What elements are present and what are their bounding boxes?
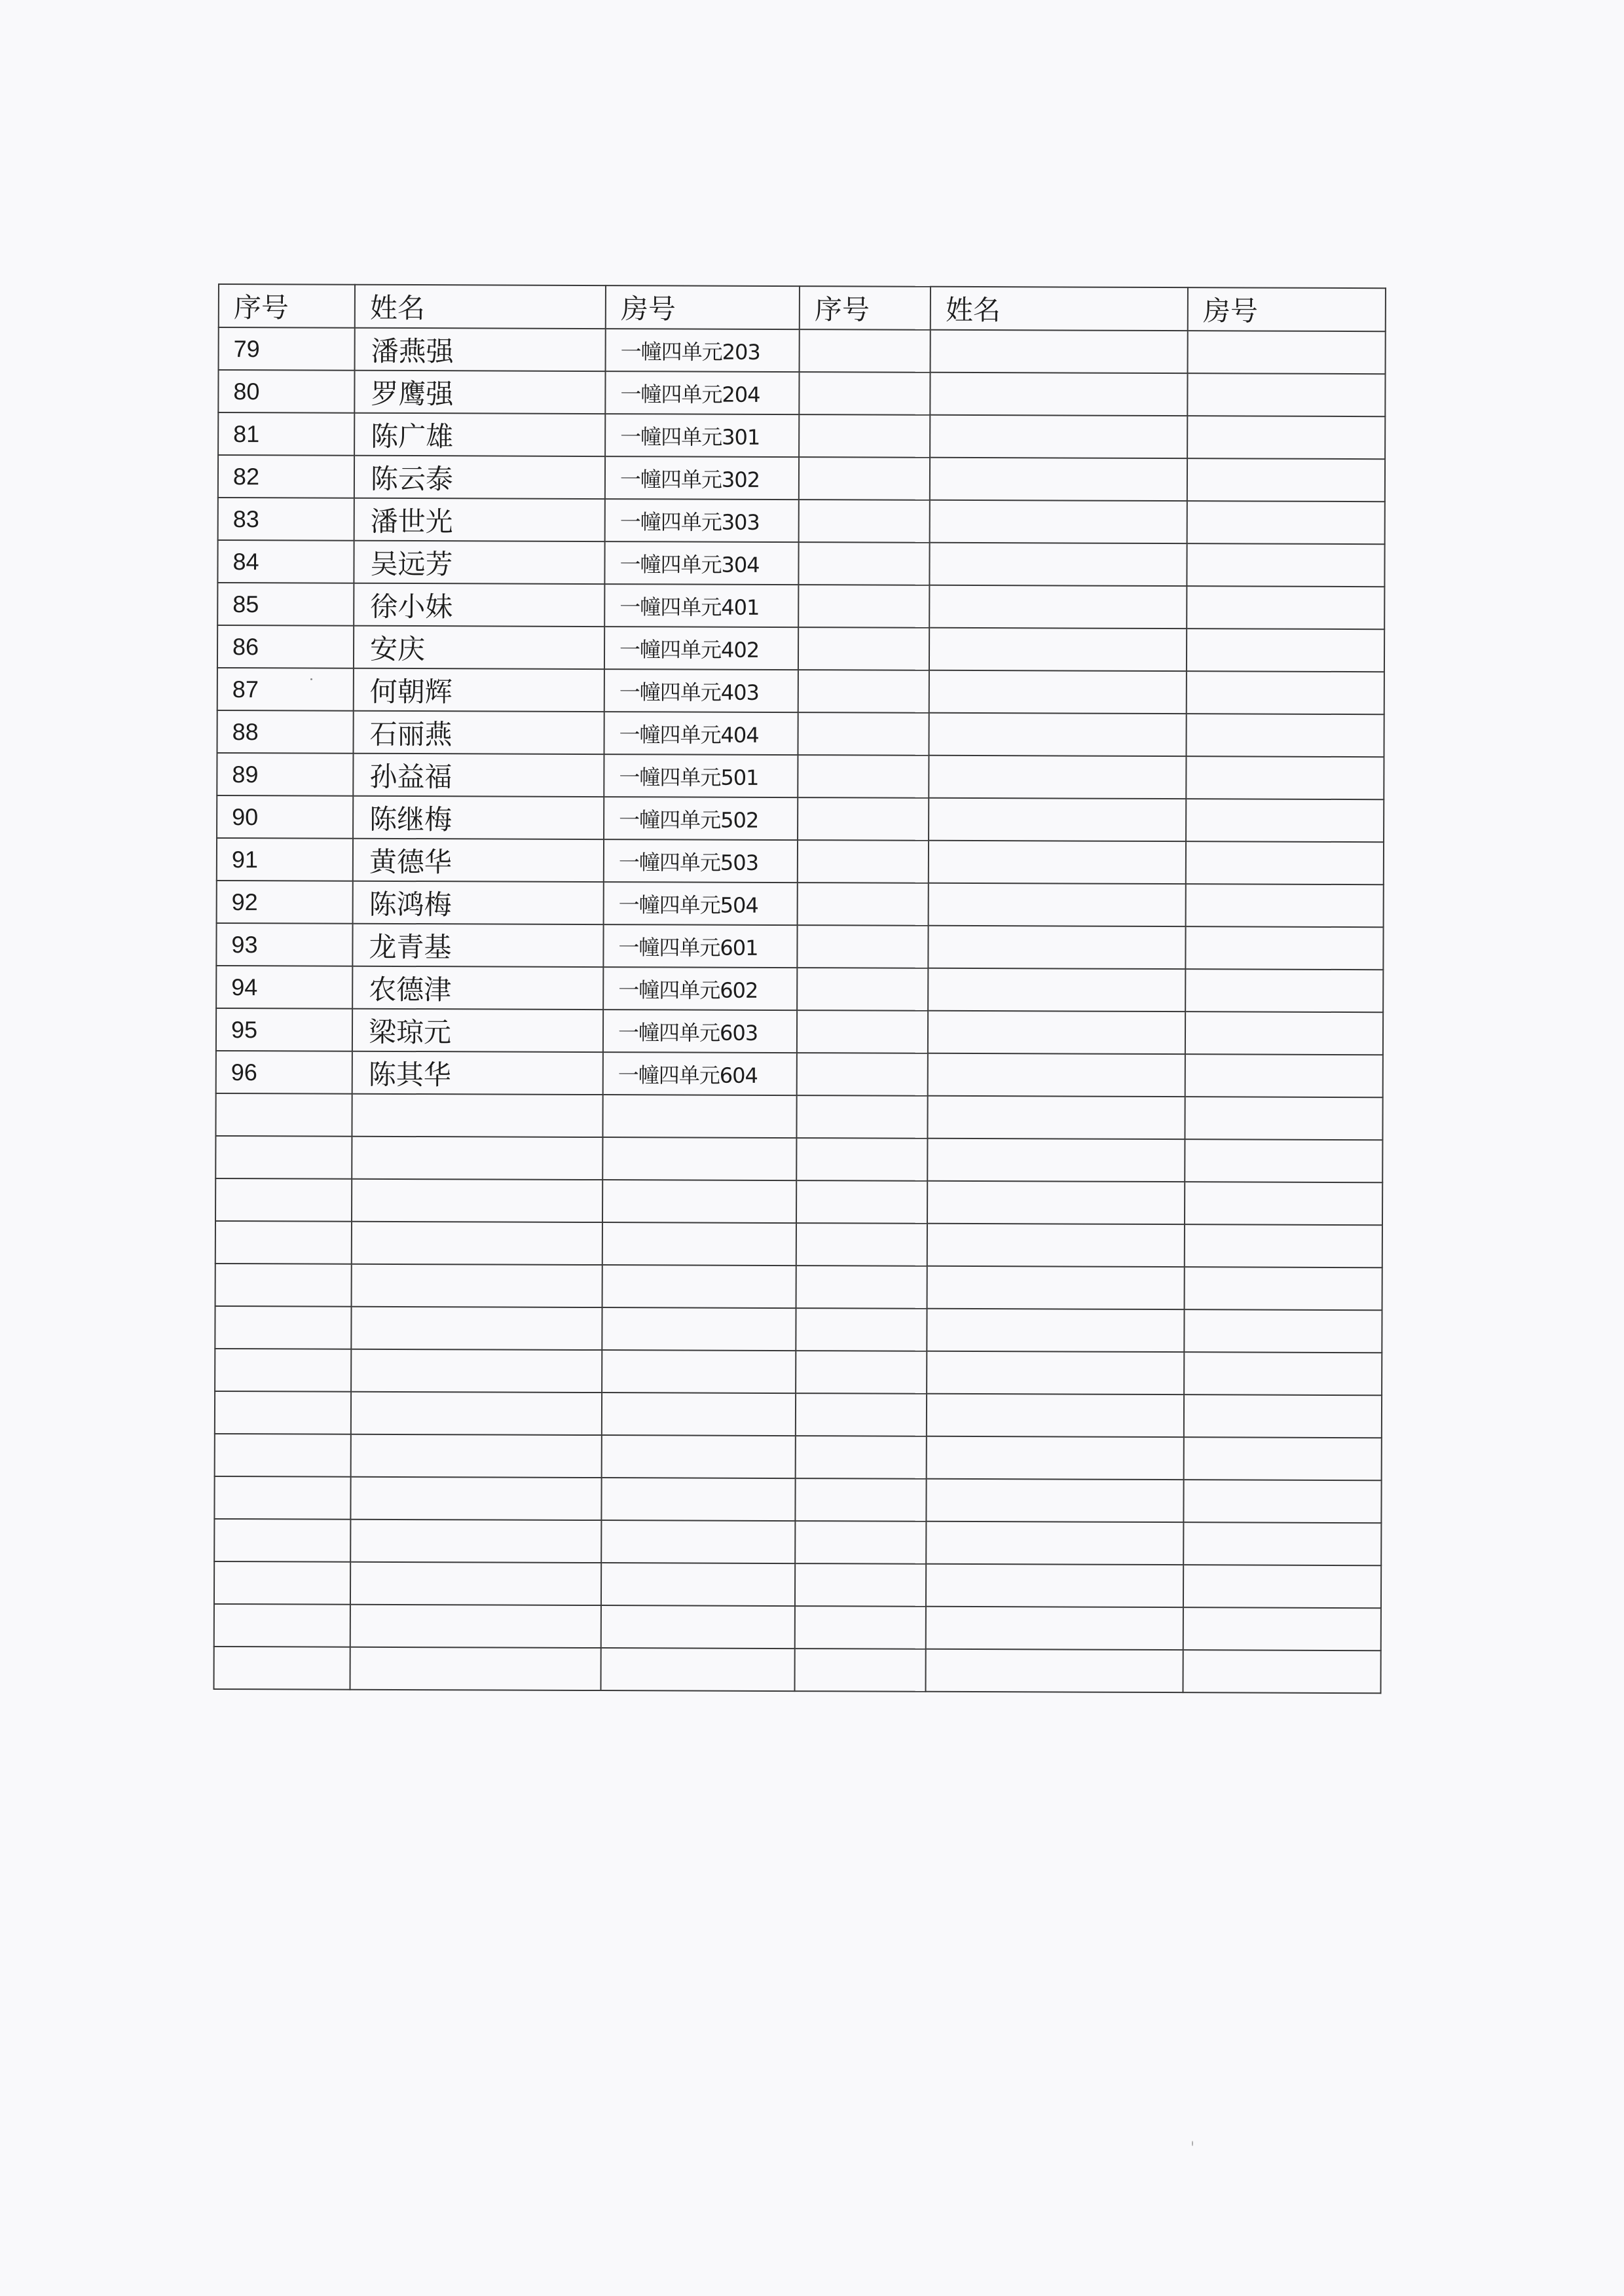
room-cell: 一幢四单元204 [605, 371, 799, 414]
name-cell: 潘世光 [354, 498, 605, 541]
empty-cell [1186, 714, 1384, 757]
name-cell: 安庆 [354, 626, 604, 669]
empty-cell [927, 1224, 1185, 1267]
table-row [216, 1051, 1383, 1097]
empty-cell [352, 1264, 602, 1307]
empty-cell [929, 628, 1187, 671]
empty-cell [796, 1308, 927, 1351]
empty-cell [350, 1647, 601, 1690]
empty-cell [927, 1181, 1185, 1224]
empty-cell [215, 1221, 352, 1264]
serial-cell: 96 [216, 1051, 352, 1094]
empty-cell [796, 1138, 927, 1181]
empty-cell [795, 1478, 926, 1522]
empty-cell [1183, 1565, 1381, 1608]
empty-cell [215, 1093, 352, 1137]
empty-row [215, 1306, 1382, 1353]
header-room-left: 房号 [606, 285, 800, 329]
name-cell: 陈广雄 [354, 413, 605, 456]
serial-cell: 79 [219, 327, 355, 371]
empty-cell [1183, 1480, 1381, 1523]
empty-cell [215, 1391, 351, 1434]
room-cell: 一幢四单元502 [604, 797, 798, 840]
empty-cell [926, 1564, 1183, 1607]
empty-cell [795, 1563, 926, 1607]
room-cell: 一幢四单元301 [605, 414, 799, 457]
empty-cell [1187, 501, 1385, 544]
name-cell: 陈其华 [352, 1051, 603, 1095]
empty-cell [927, 1436, 1184, 1480]
empty-cell [350, 1605, 601, 1648]
empty-cell [799, 500, 930, 543]
name-cell: 陈鸿梅 [353, 881, 604, 924]
empty-cell [926, 1607, 1183, 1650]
table-row [217, 881, 1384, 927]
table-row [217, 753, 1384, 799]
name-cell: 黄德华 [353, 839, 604, 882]
room-cell: 一幢四单元504 [604, 882, 798, 925]
empty-cell [799, 372, 930, 415]
table-row [217, 838, 1384, 884]
serial-cell: 93 [216, 923, 352, 966]
room-cell: 一幢四单元304 [604, 541, 798, 585]
room-cell: 一幢四单元404 [604, 712, 798, 755]
empty-cell [352, 1179, 602, 1222]
empty-cell [798, 755, 929, 798]
table-row [216, 1008, 1383, 1055]
name-cell: 梁琼元 [352, 1009, 603, 1052]
empty-row [214, 1476, 1381, 1523]
empty-row [214, 1647, 1381, 1693]
empty-cell [798, 542, 929, 585]
room-cell: 一幢四单元303 [605, 499, 799, 542]
name-cell: 陈云泰 [354, 456, 605, 499]
name-cell: 何朝辉 [354, 668, 604, 712]
room-cell: 一幢四单元203 [606, 329, 800, 372]
serial-cell: 91 [217, 838, 353, 881]
empty-cell [602, 1435, 796, 1478]
empty-cell [928, 968, 1185, 1011]
name-cell: 农德津 [352, 966, 603, 1010]
table-row [218, 455, 1385, 501]
empty-cell [930, 373, 1187, 416]
empty-cell [927, 1309, 1184, 1352]
empty-cell [798, 883, 929, 926]
empty-cell [930, 415, 1187, 458]
table-row [217, 625, 1384, 672]
empty-cell [927, 1351, 1184, 1394]
room-cell: 一幢四单元403 [604, 669, 798, 712]
empty-cell [796, 1351, 927, 1394]
table-row [218, 412, 1385, 459]
empty-cell [799, 414, 930, 458]
empty-cell [1185, 1224, 1382, 1267]
empty-row [215, 1178, 1382, 1225]
empty-cell [929, 670, 1187, 714]
table-row [217, 795, 1384, 842]
empty-row [215, 1391, 1382, 1438]
table-row [217, 668, 1384, 714]
empty-cell [1184, 1352, 1382, 1395]
empty-row [214, 1604, 1381, 1650]
header-serial-left: 序号 [219, 284, 355, 328]
empty-cell [929, 841, 1186, 884]
empty-cell [928, 926, 1185, 969]
empty-cell [214, 1561, 350, 1605]
empty-cell [928, 1011, 1185, 1054]
empty-cell [601, 1478, 795, 1521]
empty-cell [602, 1265, 796, 1308]
name-cell: 罗鹰强 [354, 371, 605, 414]
empty-cell [927, 1394, 1184, 1437]
scan-speck [310, 678, 312, 680]
empty-cell [1185, 1011, 1383, 1055]
name-cell: 潘燕强 [355, 328, 606, 371]
table-row [218, 498, 1385, 544]
empty-cell [1187, 458, 1385, 501]
empty-cell [798, 797, 929, 841]
empty-cell [795, 1521, 926, 1564]
empty-cell [1185, 1097, 1382, 1140]
room-cell: 一幢四单元603 [603, 1010, 797, 1053]
table-row [217, 540, 1384, 587]
empty-cell [930, 458, 1187, 501]
empty-cell [1185, 1139, 1382, 1182]
header-name-right: 姓名 [931, 287, 1188, 331]
serial-cell: 83 [218, 498, 354, 541]
empty-cell [1184, 1309, 1382, 1353]
empty-row [215, 1136, 1382, 1182]
scan-speck [1192, 2141, 1193, 2146]
empty-cell [352, 1222, 602, 1265]
empty-cell [927, 1096, 1185, 1139]
name-cell: 龙青基 [352, 924, 603, 967]
empty-cell [796, 1266, 927, 1309]
table-row [217, 710, 1384, 757]
room-cell: 一幢四单元601 [603, 924, 797, 968]
empty-cell [929, 883, 1186, 926]
empty-cell [602, 1307, 796, 1351]
empty-cell [352, 1137, 602, 1180]
empty-cell [1187, 586, 1384, 629]
empty-cell [1183, 1522, 1381, 1565]
empty-cell [350, 1520, 601, 1563]
empty-cell [797, 925, 928, 968]
empty-cell [796, 1393, 927, 1436]
empty-cell [601, 1520, 795, 1563]
empty-cell [1186, 884, 1384, 927]
empty-row [215, 1221, 1382, 1267]
empty-cell [1188, 331, 1386, 374]
serial-cell: 94 [216, 966, 352, 1009]
table-row [216, 966, 1383, 1012]
empty-cell [601, 1563, 795, 1606]
empty-row [215, 1264, 1382, 1310]
empty-cell [1186, 799, 1384, 842]
serial-cell: 89 [217, 753, 353, 796]
empty-cell [602, 1393, 796, 1436]
empty-row [215, 1349, 1382, 1395]
empty-cell [1185, 1054, 1383, 1097]
empty-row [215, 1434, 1382, 1480]
empty-cell [926, 1479, 1183, 1522]
empty-cell [351, 1307, 602, 1350]
name-cell: 吴远芳 [354, 541, 604, 584]
empty-cell [602, 1095, 796, 1138]
empty-cell [926, 1522, 1183, 1565]
empty-cell [798, 670, 929, 713]
empty-cell [214, 1519, 350, 1562]
room-cell: 一幢四单元501 [604, 754, 798, 797]
name-cell: 石丽燕 [353, 711, 604, 754]
empty-cell [796, 1223, 927, 1266]
name-cell: 陈继梅 [353, 796, 604, 839]
empty-cell [215, 1178, 352, 1222]
serial-cell: 87 [217, 668, 354, 711]
empty-cell [1185, 1182, 1382, 1225]
header-row [219, 284, 1386, 331]
room-cell: 一幢四单元302 [605, 456, 799, 500]
empty-cell [1184, 1437, 1382, 1480]
empty-row [214, 1519, 1381, 1565]
empty-cell [1185, 969, 1383, 1012]
empty-cell [602, 1137, 796, 1180]
empty-cell [929, 713, 1186, 756]
empty-cell [799, 457, 930, 500]
room-cell: 一幢四单元602 [603, 967, 797, 1010]
empty-cell [214, 1647, 350, 1690]
empty-row [215, 1093, 1382, 1140]
empty-cell [1185, 926, 1383, 970]
empty-cell [1187, 671, 1384, 714]
empty-cell [352, 1094, 602, 1137]
empty-cell [215, 1264, 352, 1307]
empty-cell [927, 1139, 1185, 1182]
serial-cell: 95 [216, 1008, 352, 1051]
empty-cell [1184, 1394, 1382, 1438]
serial-cell: 82 [218, 455, 354, 498]
empty-cell [1186, 841, 1384, 884]
serial-cell: 85 [217, 583, 354, 626]
serial-cell: 81 [218, 412, 354, 456]
empty-cell [601, 1648, 795, 1691]
empty-cell [1187, 543, 1384, 587]
empty-cell [351, 1434, 602, 1478]
empty-cell [350, 1477, 601, 1520]
empty-cell [1187, 373, 1385, 416]
empty-cell [800, 329, 931, 373]
empty-cell [1185, 1267, 1382, 1310]
table-row [218, 370, 1385, 416]
empty-cell [797, 1053, 928, 1096]
resident-roster-table [213, 283, 1386, 1694]
empty-cell [798, 840, 929, 883]
empty-cell [351, 1349, 602, 1393]
empty-cell [798, 712, 929, 756]
empty-cell [1187, 629, 1384, 672]
empty-cell [215, 1349, 351, 1392]
empty-cell [796, 1436, 927, 1479]
empty-cell [350, 1562, 601, 1605]
name-cell: 徐小妹 [354, 583, 604, 627]
room-cell: 一幢四单元604 [603, 1052, 797, 1095]
empty-cell [929, 756, 1186, 799]
empty-cell [602, 1180, 796, 1223]
table-row [216, 923, 1383, 970]
empty-cell [930, 500, 1187, 543]
room-cell: 一幢四单元503 [604, 839, 798, 883]
empty-cell [602, 1222, 796, 1266]
empty-cell [351, 1392, 602, 1435]
serial-cell: 88 [217, 710, 353, 754]
empty-cell [929, 798, 1186, 841]
empty-cell [796, 1180, 927, 1224]
empty-cell [1187, 416, 1385, 459]
empty-cell [215, 1306, 351, 1349]
serial-cell: 90 [217, 795, 353, 839]
empty-cell [797, 968, 928, 1011]
table-row [217, 583, 1384, 629]
empty-cell [214, 1604, 350, 1647]
name-cell: 孙益福 [353, 754, 604, 797]
empty-cell [1183, 1607, 1381, 1650]
header-serial-right: 序号 [800, 286, 931, 330]
empty-cell [931, 330, 1188, 373]
empty-cell [798, 585, 929, 628]
empty-cell [929, 585, 1187, 629]
room-cell: 一幢四单元402 [604, 627, 798, 670]
serial-cell: 84 [217, 540, 354, 583]
empty-cell [795, 1606, 926, 1649]
serial-cell: 80 [218, 370, 354, 413]
empty-cell [798, 627, 929, 670]
roster-body [214, 327, 1386, 1693]
empty-cell [929, 543, 1187, 586]
empty-cell [215, 1434, 351, 1477]
room-cell: 一幢四单元401 [604, 584, 798, 627]
serial-cell: 86 [217, 625, 354, 668]
empty-row [214, 1561, 1381, 1608]
empty-cell [796, 1095, 927, 1139]
empty-cell [795, 1649, 926, 1692]
serial-cell: 92 [217, 881, 353, 924]
empty-cell [602, 1350, 796, 1393]
empty-cell [1183, 1650, 1380, 1693]
empty-cell [797, 1010, 928, 1053]
table-row [219, 327, 1386, 374]
empty-cell [927, 1266, 1185, 1309]
empty-cell [928, 1053, 1185, 1097]
empty-cell [601, 1605, 795, 1649]
header-room-right: 房号 [1188, 287, 1386, 331]
empty-cell [215, 1136, 352, 1179]
header-name-left: 姓名 [355, 285, 606, 329]
empty-cell [214, 1476, 350, 1520]
empty-cell [925, 1649, 1183, 1692]
empty-cell [1186, 756, 1384, 799]
